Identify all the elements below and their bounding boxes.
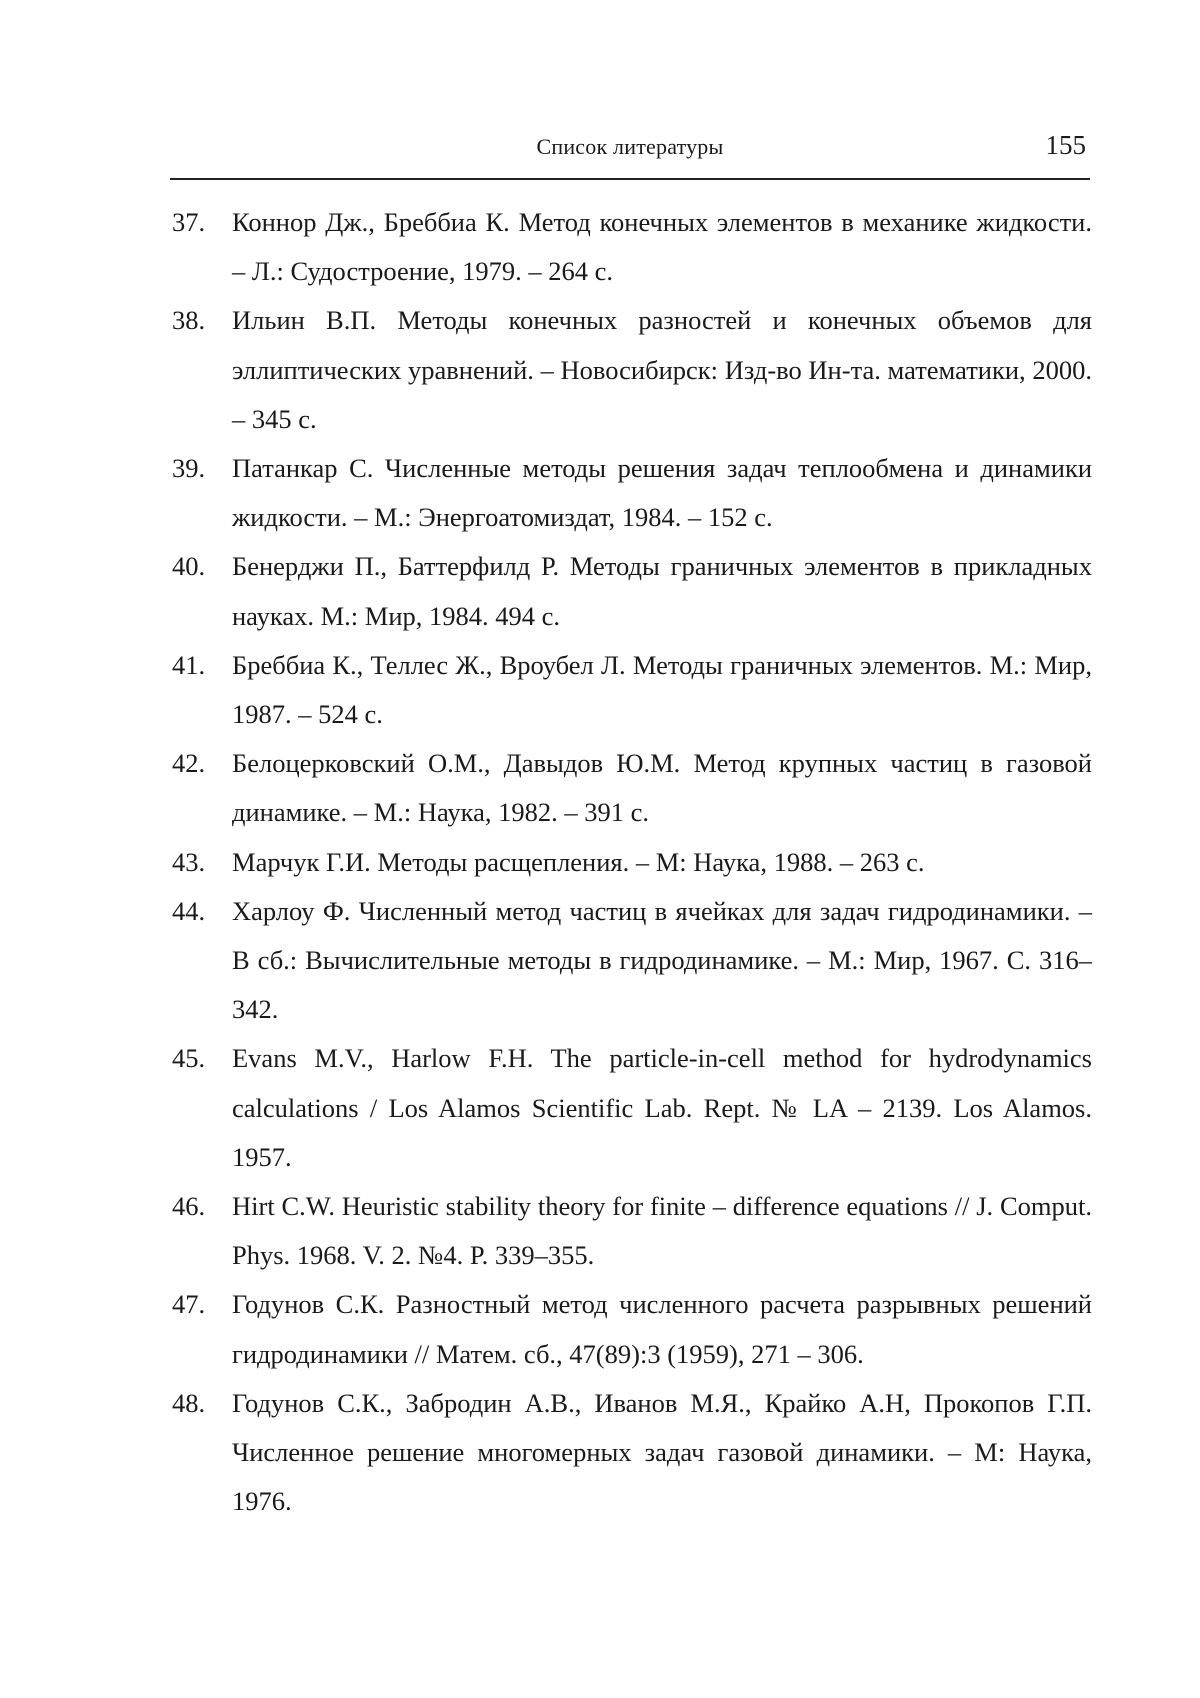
reference-number: 38. <box>172 305 206 336</box>
reference-item <box>170 444 1092 542</box>
reference-number: 48. <box>172 1387 206 1418</box>
reference-number: 46. <box>172 1191 206 1222</box>
reference-item <box>170 1379 1092 1527</box>
reference-number: 40. <box>172 551 206 582</box>
page-header <box>170 126 1090 180</box>
reference-item <box>170 542 1092 640</box>
reference-item <box>170 1034 1092 1182</box>
reference-text: Патанкар С. Численные методы решения задач теплообмена и динамики жидкости. – М.: Энергоатомиздат, 1984. – 152 с. <box>232 453 1092 533</box>
page-number: 155 <box>1045 130 1086 160</box>
reference-item <box>170 296 1092 444</box>
reference-number: 45. <box>172 1043 206 1074</box>
reference-number: 39. <box>172 453 206 484</box>
reference-number: 42. <box>172 748 206 779</box>
reference-text: Бенерджи П., Баттерфилд Р. Методы граничных элементов в прикладных науках. М.: Мир, 1984. 494 с. <box>232 551 1092 631</box>
reference-text: Марчук Г.И. Методы расщепления. – М: Наука, 1988. – 263 с. <box>232 846 925 877</box>
reference-text: Харлоу Ф. Численный метод частиц в ячейках для задач гидродинамики. – В сб.: Вычислительные методы в гидродинамике. – М.: Мир, 1967. С. 316–342. <box>232 895 1092 1025</box>
running-header-title: Список литературы <box>536 134 724 159</box>
reference-text: Годунов С.К., Забродин А.В., Иванов М.Я., Крайко А.Н, Прокопов Г.П. Численное решение многомерных задач газовой динамики. – М: Наука, 1976. <box>232 1387 1092 1517</box>
reference-item <box>170 887 1092 1035</box>
reference-text: Белоцерковский О.М., Давыдов Ю.М. Метод крупных частиц в газовой динамике. – М.: Наука, 1982. – 391 с. <box>232 748 1092 828</box>
reference-text: Коннор Дж., Бреббиа К. Метод конечных элементов в механике жидкости. – Л.: Судостроение, 1979. – 264 с. <box>232 207 1092 287</box>
reference-number: 44. <box>172 895 206 926</box>
reference-item <box>170 739 1092 837</box>
reference-number: 37. <box>172 207 206 237</box>
reference-list <box>170 198 1092 1526</box>
reference-text: Evans M.V., Harlow F.H. The particle-in-cell method for hydrodynamics calculations / Los Alamos Scientific Lab. Rept. № LA – 2139. Los Alamos. 1957. <box>232 1043 1092 1172</box>
reference-text: Бреббиа К., Теллес Ж., Вроубел Л. Методы граничных элементов. М.: Мир, 1987. – 524 с. <box>232 649 1092 730</box>
reference-item <box>170 1182 1092 1280</box>
reference-item <box>170 641 1092 739</box>
reference-number: 47. <box>172 1289 206 1320</box>
reference-text: Ильин В.П. Методы конечных разностей и конечных объемов для эллиптических уравнений. – Новосибирск: Изд-во Ин-та. математики, 2000. – 345 с. <box>232 305 1092 434</box>
reference-item <box>170 838 1092 887</box>
reference-text: Hirt C.W. Heuristic stability theory for finite – difference equations // J. Comput. Phys. 1968. V. 2. №4. P. 339–355. <box>232 1191 1092 1271</box>
reference-item <box>170 198 1092 296</box>
reference-number: 41. <box>172 649 206 680</box>
reference-text: Годунов С.К. Разностный метод численного расчета разрывных решений гидродинамики // Матем. сб., 47(89):3 (1959), 271 – 306. <box>232 1289 1092 1369</box>
reference-number: 43. <box>172 846 206 877</box>
reference-item <box>170 1280 1092 1378</box>
